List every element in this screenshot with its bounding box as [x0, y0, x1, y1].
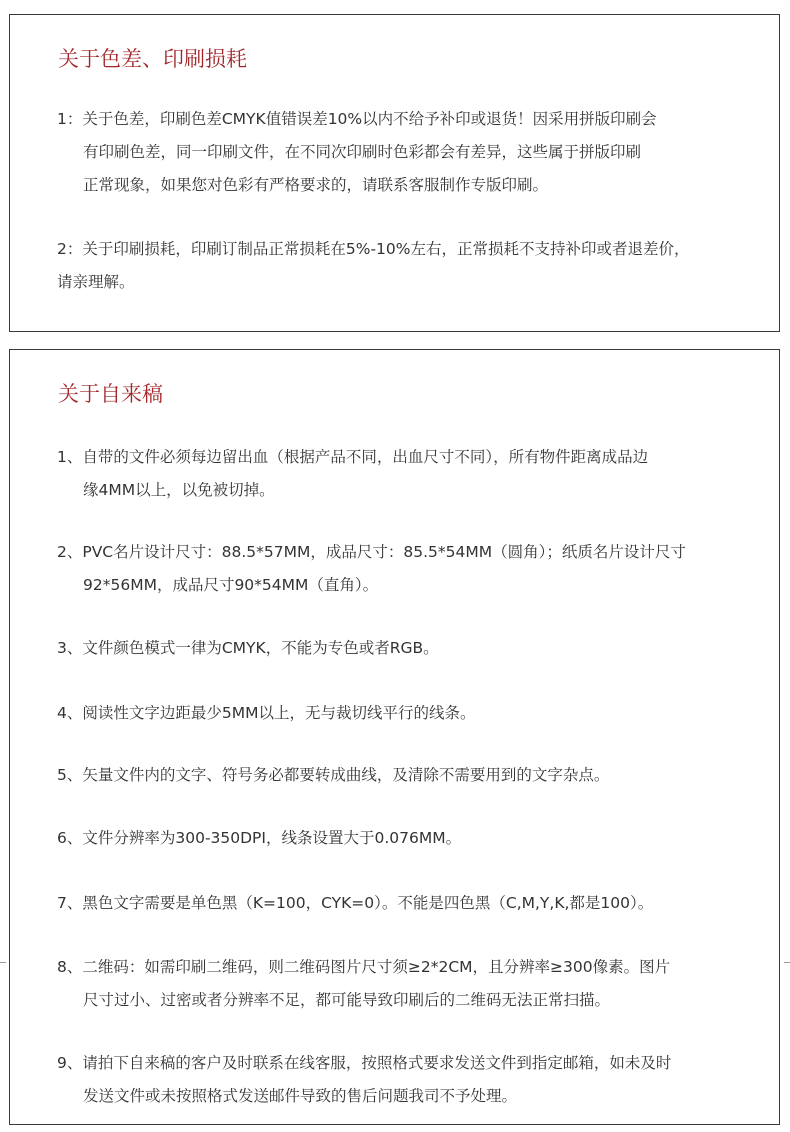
section-title: 关于色差、印刷损耗: [58, 47, 247, 71]
list-item-line: 8、二维码：如需印刷二维码，则二维码图片尺寸须≥2*2CM，且分辨率≥300像素。图片: [57, 958, 671, 976]
paragraph-line: 1：关于色差，印刷色差CMYK值错误差10%以内不给予补印或退货！因采用拼版印刷会: [57, 110, 657, 128]
list-item-line: 发送文件或未按照格式发送邮件导致的售后问题我司不予处理。: [83, 1087, 518, 1105]
self-supplied-artwork-section: [9, 349, 780, 1125]
list-item-line: 7、黑色文字需要是单色黑（K=100，CYK=0）。不能是四色黑（C,M,Y,K,都是100）。: [57, 894, 654, 912]
list-item-line: 92*56MM，成品尺寸90*54MM（直角）。: [83, 576, 379, 594]
list-item-line: 9、请拍下自来稿的客户及时联系在线客服，按照格式要求发送文件到指定邮箱，如未及时: [57, 1054, 672, 1072]
list-item-line: 6、文件分辨率为300-350DPI，线条设置大于0.076MM。: [57, 829, 462, 847]
paragraph-line: 正常现象，如果您对色彩有严格要求的，请联系客服制作专版印刷。: [83, 176, 549, 194]
list-item-line: 缘4MM以上，以免被切掉。: [83, 481, 275, 499]
list-item-line: 4、阅读性文字边距最少5MM以上，无与裁切线平行的线条。: [57, 704, 476, 722]
list-item-line: 3、文件颜色模式一律为CMYK，不能为专色或者RGB。: [57, 639, 439, 657]
section-title: 关于自来稿: [58, 382, 163, 406]
list-item-line: 2、PVC名片设计尺寸：88.5*57MM，成品尺寸：85.5*54MM（圆角）；纸质名片设计尺寸: [57, 543, 686, 561]
list-item-line: 5、矢量文件内的文字、符号务必都要转成曲线，及清除不需要用到的文字杂点。: [57, 766, 610, 784]
list-item-line: 尺寸过小、过密或者分辨率不足，都可能导致印刷后的二维码无法正常扫描。: [83, 991, 611, 1009]
paragraph-line: 请亲理解。: [57, 273, 135, 291]
paragraph-line: 2：关于印刷损耗，印刷订制品正常损耗在5%-10%左右，正常损耗不支持补印或者退差价，: [57, 240, 690, 258]
paragraph-line: 有印刷色差，同一印刷文件，在不同次印刷时色彩都会有差异，这些属于拼版印刷: [83, 143, 642, 161]
edge-tick-right: [784, 962, 790, 963]
edge-tick-left: [0, 962, 6, 963]
color-loss-section: [9, 14, 780, 332]
list-item-line: 1、自带的文件必须每边留出血（根据产品不同，出血尺寸不同），所有物件距离成品边: [57, 448, 649, 466]
